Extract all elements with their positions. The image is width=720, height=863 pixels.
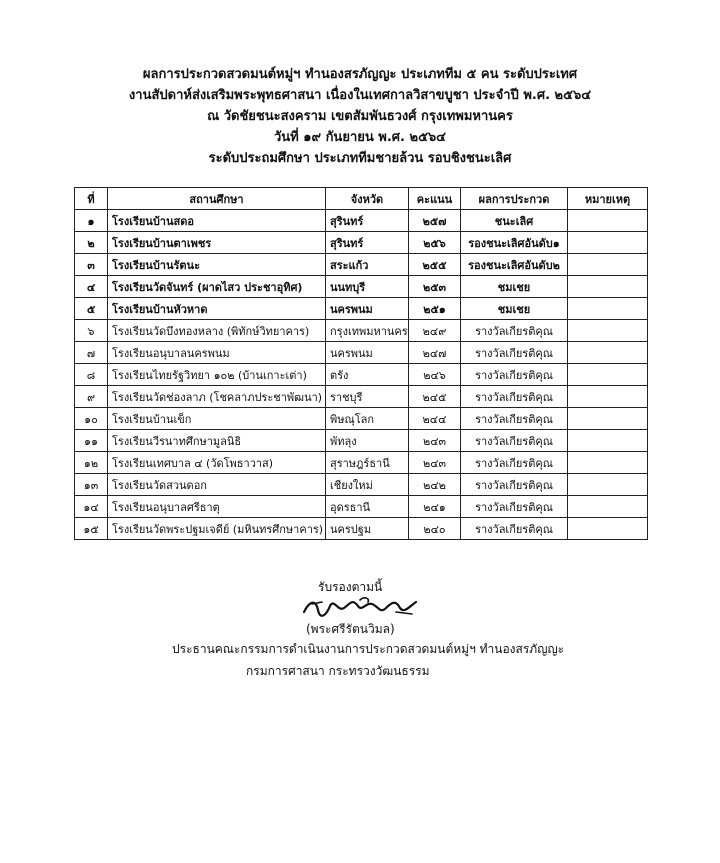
cell-school: โรงเรียนอนุบาลนครพนม <box>108 342 326 364</box>
cell-no: ๔ <box>75 276 108 298</box>
cell-note <box>568 254 648 276</box>
cell-result: รองชนะเลิศอันดับ๑ <box>461 232 568 254</box>
cell-result: รางวัลเกียรติคุณ <box>461 320 568 342</box>
cell-result: รางวัลเกียรติคุณ <box>461 386 568 408</box>
cell-school: โรงเรียนวัดสวนดอก <box>108 474 326 496</box>
column-header-note: หมายเหตุ <box>568 188 648 210</box>
cell-note <box>568 518 648 540</box>
cell-score: ๒๔๐ <box>409 518 461 540</box>
cell-result: รางวัลเกียรติคุณ <box>461 452 568 474</box>
table-row <box>75 342 648 364</box>
certify-text: รับรองตามนี้ <box>318 580 383 594</box>
cell-no: ๙ <box>75 386 108 408</box>
table-row <box>75 254 648 276</box>
cell-school: โรงเรียนวัดบึงทองหลาง (พิทักษ์วิทยาคาร) <box>108 320 326 342</box>
document-header <box>0 64 720 169</box>
cell-province: นครปฐม <box>326 518 409 540</box>
cell-province: อุดรธานี <box>326 496 409 518</box>
column-header-no: ที่ <box>75 188 108 210</box>
cell-no: ๑๔ <box>75 496 108 518</box>
cell-no: ๑ <box>75 210 108 232</box>
table-row <box>75 496 648 518</box>
cell-province: พัทลุง <box>326 430 409 452</box>
signer-position: ประธานคณะกรรมการดำเนินงานการประกวดสวดมนต์หมู่ฯ ทำนองสรภัญญะ <box>172 642 565 656</box>
cell-note <box>568 276 648 298</box>
cell-no: ๑๐ <box>75 408 108 430</box>
cell-score: ๒๕๕ <box>409 254 461 276</box>
cell-score: ๒๔๓ <box>409 430 461 452</box>
cell-score: ๒๔๕ <box>409 386 461 408</box>
cell-province: สระแก้ว <box>326 254 409 276</box>
table-row <box>75 386 648 408</box>
cell-note <box>568 364 648 386</box>
cell-result: รางวัลเกียรติคุณ <box>461 518 568 540</box>
cell-note <box>568 320 648 342</box>
cell-no: ๑๒ <box>75 452 108 474</box>
table-row <box>75 232 648 254</box>
cell-school: โรงเรียนวัดพระปฐมเจดีย์ (มหินทรศึกษาคาร) <box>108 518 326 540</box>
cell-school: โรงเรียนวัดจันทร์ (ผาดไสว ประชาอุทิศ) <box>108 276 326 298</box>
cell-result: รางวัลเกียรติคุณ <box>461 430 568 452</box>
cell-school: โรงเรียนอนุบาลศรีธาตุ <box>108 496 326 518</box>
results-body <box>75 210 648 540</box>
cell-score: ๒๕๓ <box>409 276 461 298</box>
cell-province: เชียงใหม่ <box>326 474 409 496</box>
header-event: งานสัปดาห์ส่งเสริมพระพุทธศาสนา เนื่องในเทศกาลวิสาขบูชา ประจำปี พ.ศ. ๒๕๖๔ <box>128 88 592 103</box>
cell-province: กรุงเทพมหานคร <box>326 320 409 342</box>
cell-school: โรงเรียนเทศบาล ๔ (วัดโพธาวาส) <box>108 452 326 474</box>
column-header-score: คะแนน <box>409 188 461 210</box>
column-header-province: จังหวัด <box>326 188 409 210</box>
cell-note <box>568 210 648 232</box>
signer-department: กรมการศาสนา กระทรวงวัฒนธรรม <box>246 664 430 678</box>
cell-school: โรงเรียนบ้านตาเพชร <box>108 232 326 254</box>
table-header-row <box>75 188 648 210</box>
header-venue: ณ วัดชัยชนะสงคราม เขตสัมพันธวงศ์ กรุงเทพมหานคร <box>207 109 513 124</box>
table-row <box>75 408 648 430</box>
table-row <box>75 210 648 232</box>
cell-province: ราชบุรี <box>326 386 409 408</box>
cell-school: โรงเรียนบ้านสดอ <box>108 210 326 232</box>
table-row <box>75 364 648 386</box>
column-header-result: ผลการประกวด <box>461 188 568 210</box>
cell-no: ๗ <box>75 342 108 364</box>
cell-score: ๒๔๖ <box>409 364 461 386</box>
column-header-school: สถานศึกษา <box>108 188 326 210</box>
table-row <box>75 474 648 496</box>
cell-score: ๒๔๒ <box>409 474 461 496</box>
cell-score: ๒๔๔ <box>409 408 461 430</box>
table-row <box>75 452 648 474</box>
cell-score: ๒๕๑ <box>409 298 461 320</box>
cell-province: นครพนม <box>326 298 409 320</box>
header-title: ผลการประกวดสวดมนต์หมู่ฯ ทำนองสรภัญญะ ประเภททีม ๕ คน ระดับประเทศ <box>142 67 578 82</box>
cell-no: ๖ <box>75 320 108 342</box>
cell-school: โรงเรียนวัดช่องลาภ (โชคลาภประชาพัฒนา) <box>108 386 326 408</box>
cell-note <box>568 496 648 518</box>
cell-province: สุรินทร์ <box>326 210 409 232</box>
cell-note <box>568 452 648 474</box>
cell-score: ๒๔๙ <box>409 320 461 342</box>
cell-school: โรงเรียนบ้านรัตนะ <box>108 254 326 276</box>
signer-name: (พระศรีรัตนวิมล) <box>306 622 395 636</box>
cell-score: ๒๔๑ <box>409 496 461 518</box>
table-row <box>75 430 648 452</box>
cell-note <box>568 408 648 430</box>
header-date: วันที่ ๑๙ กันยายน พ.ศ. ๒๕๖๔ <box>273 130 446 145</box>
cell-school: โรงเรียนบ้านเข็ก <box>108 408 326 430</box>
cell-school: โรงเรียนไทยรัฐวิทยา ๑๐๒ (บ้านเกาะเต่า) <box>108 364 326 386</box>
cell-province: สุราษฎร์ธานี <box>326 452 409 474</box>
cell-note <box>568 342 648 364</box>
cell-result: รางวัลเกียรติคุณ <box>461 364 568 386</box>
table-row <box>75 320 648 342</box>
cell-result: รางวัลเกียรติคุณ <box>461 342 568 364</box>
cell-note <box>568 232 648 254</box>
cell-note <box>568 430 648 452</box>
cell-province: พิษณุโลก <box>326 408 409 430</box>
table-row <box>75 518 648 540</box>
cell-result: รางวัลเกียรติคุณ <box>461 496 568 518</box>
cell-result: รางวัลเกียรติคุณ <box>461 408 568 430</box>
cell-no: ๓ <box>75 254 108 276</box>
cell-no: ๑๓ <box>75 474 108 496</box>
cell-note <box>568 474 648 496</box>
cell-score: ๒๔๗ <box>409 342 461 364</box>
table-row <box>75 276 648 298</box>
cell-no: ๒ <box>75 232 108 254</box>
cell-result: ชมเชย <box>461 276 568 298</box>
cell-result: ชมเชย <box>461 298 568 320</box>
cell-no: ๘ <box>75 364 108 386</box>
cell-note <box>568 298 648 320</box>
cell-school: โรงเรียนวีรนาทศึกษามูลนิธิ <box>108 430 326 452</box>
cell-result: รองชนะเลิศอันดับ๒ <box>461 254 568 276</box>
cell-result: รางวัลเกียรติคุณ <box>461 474 568 496</box>
handwritten-signature <box>300 594 420 623</box>
cell-note <box>568 386 648 408</box>
results-table <box>74 187 648 540</box>
cell-no: ๑๑ <box>75 430 108 452</box>
cell-score: ๒๔๓ <box>409 452 461 474</box>
header-category: ระดับประถมศึกษา ประเภททีมชายล้วน รอบชิงชนะเลิศ <box>208 151 512 166</box>
cell-score: ๒๕๖ <box>409 232 461 254</box>
cell-no: ๕ <box>75 298 108 320</box>
cell-result: ชนะเลิศ <box>461 210 568 232</box>
cell-no: ๑๕ <box>75 518 108 540</box>
cell-province: ตรัง <box>326 364 409 386</box>
cell-province: สุรินทร์ <box>326 232 409 254</box>
cell-school: โรงเรียนบ้านหัวหาด <box>108 298 326 320</box>
cell-province: นครพนม <box>326 342 409 364</box>
cell-score: ๒๕๗ <box>409 210 461 232</box>
cell-province: นนทบุรี <box>326 276 409 298</box>
table-row <box>75 298 648 320</box>
